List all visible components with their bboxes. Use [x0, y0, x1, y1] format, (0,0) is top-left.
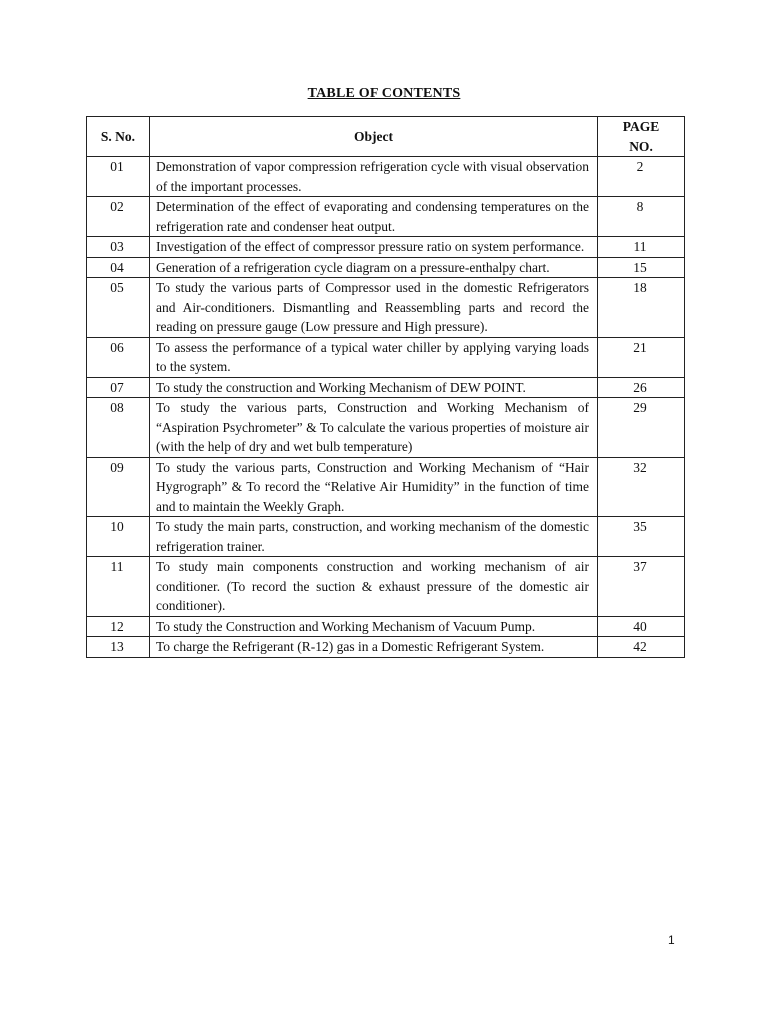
table-row	[87, 398, 685, 458]
row-object: Demonstration of vapor compression refrigeration cycle with visual observation of the important processes.	[150, 157, 598, 197]
row-sno: 11	[87, 557, 150, 617]
row-page: 40	[598, 616, 685, 637]
row-object: To study main components construction and working mechanism of air conditioner. (To record the suction & exhaust pressure of the domestic air conditioner).	[150, 557, 598, 617]
row-sno: 04	[87, 257, 150, 278]
row-page: 2	[598, 157, 685, 197]
table-row	[87, 237, 685, 258]
row-object: To study the various parts of Compressor used in the domestic Refrigerators and Air-conditioners. Dismantling and Reassembling parts and record the reading on pressure gauge (Low pressure and High pressure).	[150, 278, 598, 338]
page-title: TABLE OF CONTENTS	[307, 86, 461, 101]
row-object: Generation of a refrigeration cycle diagram on a pressure-enthalpy chart.	[150, 257, 598, 278]
header-page: PAGE NO.	[598, 117, 685, 157]
row-sno: 09	[87, 457, 150, 517]
table-row	[87, 197, 685, 237]
row-object: To study the construction and Working Mechanism of DEW POINT.	[150, 377, 598, 398]
row-page: 8	[598, 197, 685, 237]
row-sno: 10	[87, 517, 150, 557]
row-sno: 12	[87, 616, 150, 637]
table-row	[87, 637, 685, 658]
row-sno: 03	[87, 237, 150, 258]
table-row	[87, 457, 685, 517]
row-object: Investigation of the effect of compressor pressure ratio on system performance.	[150, 237, 598, 258]
row-sno: 08	[87, 398, 150, 458]
row-page: 21	[598, 337, 685, 377]
row-object: To study the various parts, Construction and Working Mechanism of “Aspiration Psychrometer” & To calculate the various properties of moisture air (with the help of dry and wet bulb temperature)	[150, 398, 598, 458]
table-row	[87, 257, 685, 278]
table-header-row	[87, 117, 685, 157]
table-row	[87, 377, 685, 398]
row-page: 29	[598, 398, 685, 458]
table-row	[87, 616, 685, 637]
row-page: 42	[598, 637, 685, 658]
page-number: 1	[668, 933, 675, 947]
row-sno: 01	[87, 157, 150, 197]
row-page: 18	[598, 278, 685, 338]
row-sno: 07	[87, 377, 150, 398]
row-object: To study the Construction and Working Mechanism of Vacuum Pump.	[150, 616, 598, 637]
row-object: To study the various parts, Construction and Working Mechanism of “Hair Hygrograph” & To record the “Relative Air Humidity” in the function of time and to maintain the Weekly Graph.	[150, 457, 598, 517]
row-object: To assess the performance of a typical water chiller by applying varying loads to the system.	[150, 337, 598, 377]
row-object: To charge the Refrigerant (R-12) gas in a Domestic Refrigerant System.	[150, 637, 598, 658]
row-page: 37	[598, 557, 685, 617]
row-page: 35	[598, 517, 685, 557]
row-page: 26	[598, 377, 685, 398]
table-row	[87, 557, 685, 617]
header-object: Object	[150, 117, 598, 157]
table-row	[87, 337, 685, 377]
row-sno: 02	[87, 197, 150, 237]
table-row	[87, 517, 685, 557]
table-row	[87, 278, 685, 338]
row-object: To study the main parts, construction, and working mechanism of the domestic refrigeration trainer.	[150, 517, 598, 557]
table-row	[87, 157, 685, 197]
header-sno: S. No.	[87, 117, 150, 157]
row-page: 15	[598, 257, 685, 278]
row-object: Determination of the effect of evaporating and condensing temperatures on the refrigeration rate and condenser heat output.	[150, 197, 598, 237]
contents-table	[86, 116, 685, 658]
row-sno: 06	[87, 337, 150, 377]
row-page: 11	[598, 237, 685, 258]
row-page: 32	[598, 457, 685, 517]
row-sno: 05	[87, 278, 150, 338]
row-sno: 13	[87, 637, 150, 658]
